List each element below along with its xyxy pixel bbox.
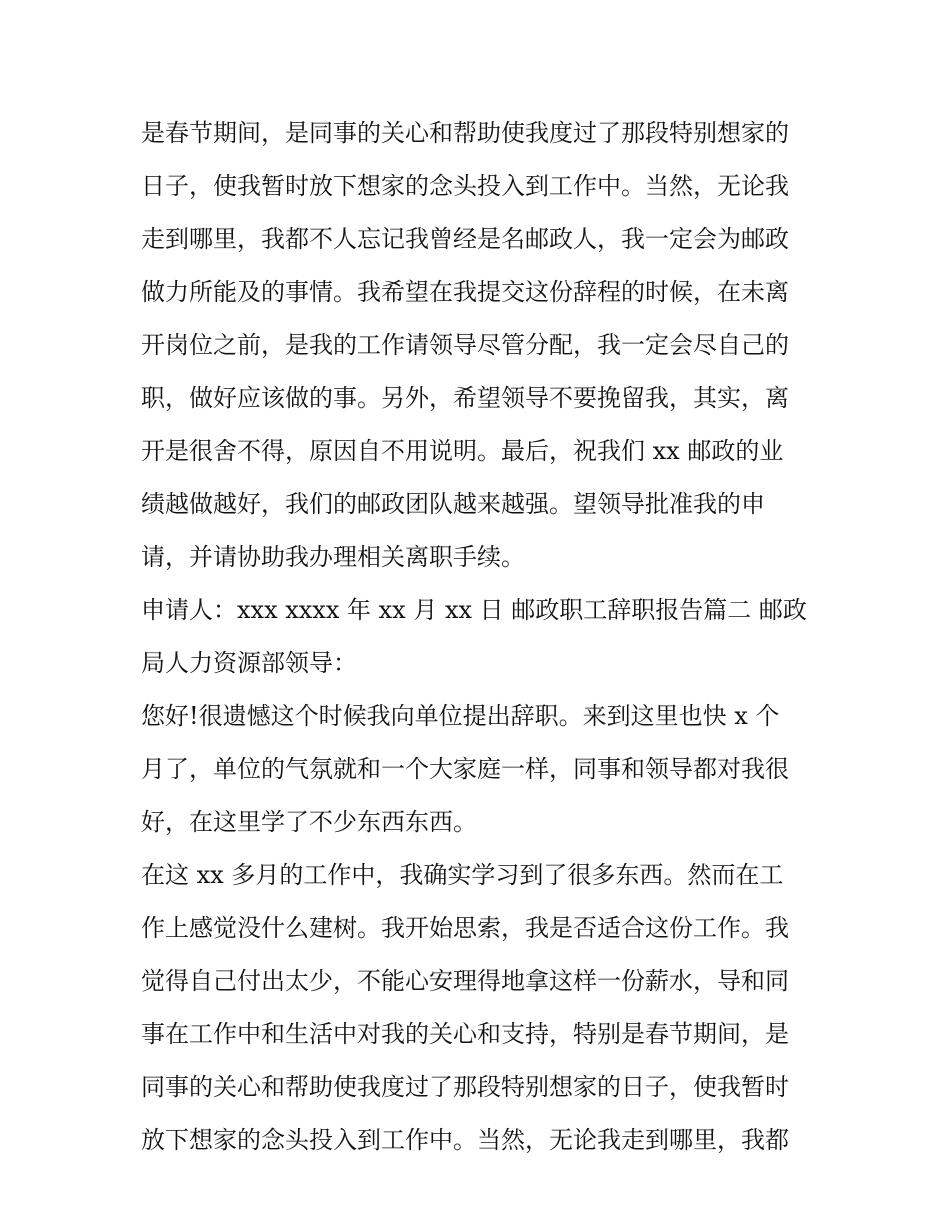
text-line: 是春节期间，是同事的关心和帮助使我度过了那段特别想家的 [141,119,789,147]
text-line: 走到哪里，我都不人忘记我曾经是名邮政人，我一定会为邮政 [141,225,789,253]
text-line: 做力所能及的事情。我希望在我提交这份辞程的时候，在未离 [141,278,789,306]
text-line: 请，并请协助我办理相关离职手续。 [141,543,525,571]
text-line: 在这 xx 多月的工作中，我确实学习到了很多东西。然而在工 [141,861,784,889]
text-line: 好，在这里学了不少东西东西。 [141,808,477,836]
text-line: 事在工作中和生活中对我的关心和支持，特别是春节期间，是 [141,1020,789,1048]
text-line: 作上感觉没什么建树。我开始思索，我是否适合这份工作。我 [141,914,789,942]
text-line: 您好!很遗憾这个时候我向单位提出辞职。来到这里也快 x 个 [141,702,780,730]
text-line: 同事的关心和帮助使我度过了那段特别想家的日子，使我暂时 [141,1073,789,1101]
text-line: 日子，使我暂时放下想家的念头投入到工作中。当然，无论我 [141,172,789,200]
document-body [141,107,821,1167]
salutation-line: 局人力资源部领导： [141,649,357,677]
text-line: 职，做好应该做的事。另外，希望领导不要挽留我，其实，离 [141,384,789,412]
text-line: 开是很舍不得，原因自不用说明。最后，祝我们 xx 邮政的业 [141,437,784,465]
text-line: 放下想家的念头投入到工作中。当然，无论我走到哪里，我都 [141,1126,789,1154]
text-line: 月了，单位的气氛就和一个大家庭一样，同事和领导都对我很 [141,755,789,783]
text-line: 开岗位之前，是我的工作请领导尽管分配，我一定会尽自己的 [141,331,789,359]
text-line: 觉得自己付出太少，不能心安理得地拿这样一份薪水，导和同 [141,967,789,995]
text-line: 绩越做越好，我们的邮政团队越来越强。望领导批准我的申 [141,490,765,518]
signature-heading-line: 申请人：xxx xxxx 年 xx 月 xx 日 邮政职工辞职报告篇二 邮政 [141,596,807,624]
